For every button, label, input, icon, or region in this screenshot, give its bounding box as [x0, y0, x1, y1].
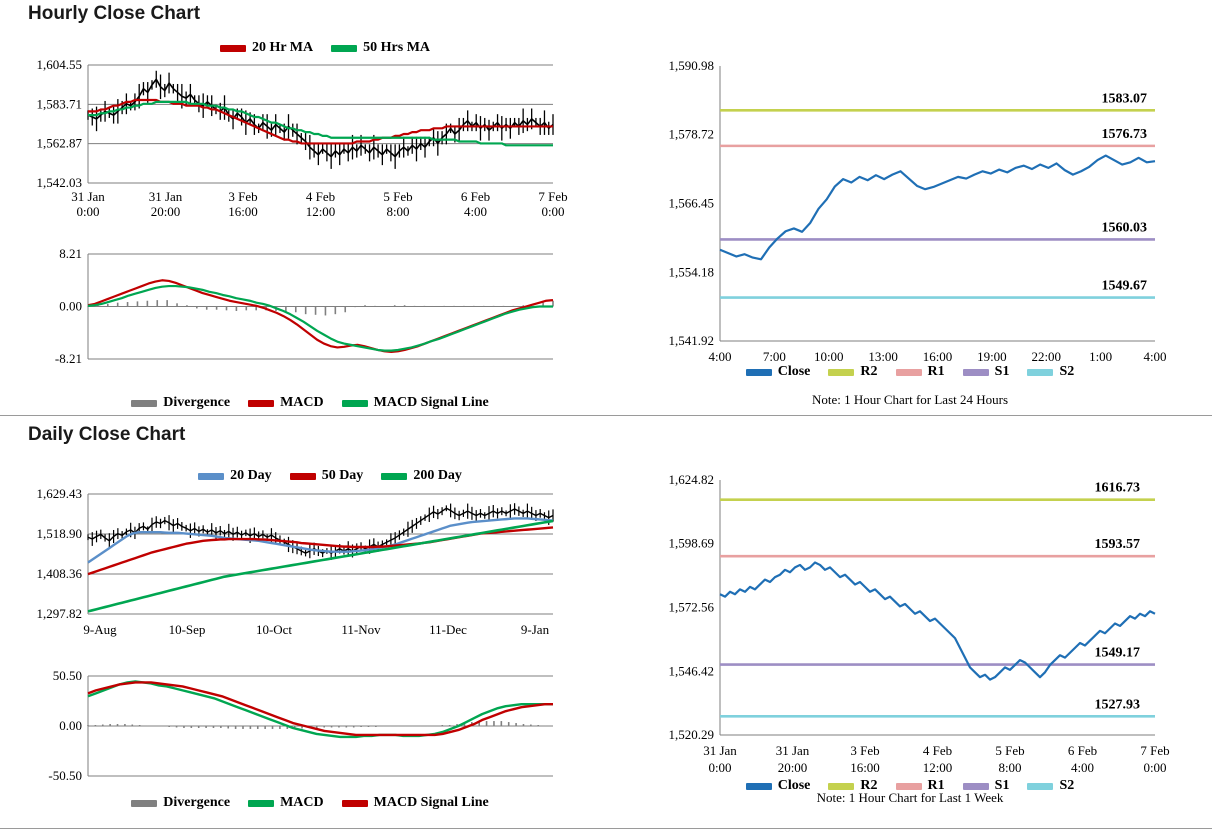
- svg-text:12:00: 12:00: [922, 760, 953, 772]
- legend-label-daily-macd: MACD: [280, 795, 324, 810]
- svg-text:11-Nov: 11-Nov: [341, 622, 381, 637]
- daily-price-chart: [0, 482, 600, 662]
- legend-label-daily-divergence: Divergence: [163, 795, 231, 810]
- legend-item-r1: [896, 364, 945, 380]
- svg-text:50.50: 50.50: [52, 668, 82, 683]
- svg-text:0:00: 0:00: [1143, 760, 1167, 772]
- legend-swatch-daily-r1: [896, 783, 922, 790]
- daily-macd-legend: [60, 795, 560, 811]
- legend-label-r1: R1: [927, 364, 945, 379]
- svg-text:7 Feb: 7 Feb: [538, 189, 568, 204]
- daily-macd-chart: [0, 662, 600, 802]
- svg-text:0:00: 0:00: [541, 204, 565, 219]
- section-divider-2: [0, 828, 1212, 829]
- legend-label-s1: S1: [994, 364, 1010, 379]
- svg-text:31 Jan: 31 Jan: [703, 743, 737, 758]
- svg-text:10:00: 10:00: [813, 349, 844, 364]
- svg-text:1,408.36: 1,408.36: [36, 565, 82, 581]
- svg-text:1,518.90: 1,518.90: [36, 525, 82, 541]
- svg-text:16:00: 16:00: [228, 204, 258, 219]
- svg-text:9-Jan: 9-Jan: [520, 622, 550, 637]
- hourly-macd-legend: [60, 395, 560, 411]
- svg-text:10-Oct: 10-Oct: [255, 622, 293, 637]
- svg-text:5 Feb: 5 Feb: [995, 743, 1025, 758]
- svg-text:4 Feb: 4 Feb: [922, 743, 953, 758]
- legend-item-divergence: [131, 395, 230, 411]
- legend-label-daily-close: Close: [777, 778, 811, 793]
- hourly-pivot-legend: [620, 364, 1200, 380]
- svg-text:31 Jan: 31 Jan: [775, 743, 810, 758]
- svg-text:4 Feb: 4 Feb: [305, 189, 336, 204]
- svg-text:1,297.82: 1,297.82: [36, 606, 82, 621]
- legend-swatch-macd-signal: [342, 400, 368, 407]
- legend-swatch-20hr-ma: [220, 45, 246, 52]
- svg-text:5 Feb: 5 Feb: [383, 189, 413, 204]
- svg-text:1616.73: 1616.73: [1094, 480, 1140, 496]
- hourly-section-title: Hourly Close Chart: [28, 3, 201, 24]
- svg-text:8.21: 8.21: [59, 246, 82, 261]
- svg-text:1,554.18: 1,554.18: [668, 264, 714, 280]
- svg-text:3 Feb: 3 Feb: [228, 189, 258, 204]
- svg-text:6 Feb: 6 Feb: [460, 189, 491, 204]
- legend-label-macd-signal: MACD Signal Line: [373, 395, 489, 410]
- legend-label-macd: MACD: [280, 395, 324, 410]
- legend-label-divergence: Divergence: [163, 395, 231, 410]
- legend-swatch-50hr-ma: [331, 45, 357, 52]
- legend-item-daily-macd-signal: [342, 795, 489, 811]
- legend-swatch-s2: [1027, 369, 1053, 376]
- svg-text:3 Feb: 3 Feb: [850, 743, 880, 758]
- svg-text:0:00: 0:00: [76, 204, 100, 219]
- legend-item-50hr-ma: [331, 40, 430, 56]
- svg-text:1549.17: 1549.17: [1094, 645, 1140, 661]
- svg-text:1,520.29: 1,520.29: [668, 727, 714, 742]
- svg-text:4:00: 4:00: [708, 349, 732, 364]
- hourly-price-chart: [0, 55, 600, 235]
- legend-label-daily-r2: R2: [860, 778, 878, 793]
- daily-pivot-chart: [608, 462, 1208, 772]
- legend-swatch-50day: [290, 473, 316, 480]
- svg-text:20:00: 20:00: [150, 204, 181, 219]
- svg-text:6 Feb: 6 Feb: [1067, 743, 1098, 758]
- svg-text:11-Dec: 11-Dec: [429, 622, 467, 637]
- svg-text:1,624.82: 1,624.82: [668, 472, 714, 487]
- svg-text:13:00: 13:00: [868, 349, 898, 364]
- svg-text:1,583.71: 1,583.71: [36, 96, 82, 112]
- legend-swatch-r1: [896, 369, 922, 376]
- svg-text:1,604.55: 1,604.55: [36, 57, 82, 72]
- legend-label-daily-s1: S1: [994, 778, 1010, 793]
- svg-text:22:00: 22:00: [1031, 349, 1062, 364]
- svg-text:1,598.69: 1,598.69: [668, 535, 714, 551]
- svg-text:1549.67: 1549.67: [1101, 278, 1147, 294]
- legend-item-s2: [1027, 364, 1074, 380]
- svg-text:1576.73: 1576.73: [1101, 126, 1147, 142]
- svg-text:20:00: 20:00: [777, 760, 808, 772]
- svg-text:1560.03: 1560.03: [1101, 220, 1147, 236]
- legend-label-50hr-ma: 50 Hrs MA: [363, 40, 431, 55]
- legend-swatch-divergence: [131, 400, 157, 407]
- legend-label-daily-r1: R1: [927, 778, 945, 793]
- svg-text:1,590.98: 1,590.98: [668, 58, 714, 73]
- svg-text:10-Sep: 10-Sep: [168, 622, 206, 637]
- legend-item-daily-divergence: [131, 795, 230, 811]
- svg-text:8:00: 8:00: [386, 204, 410, 219]
- legend-swatch-macd: [248, 400, 274, 407]
- svg-text:1,546.42: 1,546.42: [668, 663, 714, 679]
- legend-swatch-daily-r2: [828, 783, 854, 790]
- svg-text:1,541.92: 1,541.92: [668, 333, 714, 348]
- legend-item-20hr-ma: [220, 40, 313, 56]
- legend-label-daily-s2: S2: [1059, 778, 1075, 793]
- legend-item-daily-macd: [248, 795, 324, 811]
- daily-note: Note: 1 Hour Chart for Last 1 Week: [816, 790, 1004, 805]
- hourly-note: Note: 1 Hour Chart for Last 24 Hours: [811, 392, 1009, 407]
- svg-text:1,562.87: 1,562.87: [36, 135, 82, 151]
- legend-label-close: Close: [777, 364, 811, 379]
- legend-label-r2: R2: [860, 364, 878, 379]
- svg-text:1,629.43: 1,629.43: [36, 486, 82, 501]
- svg-text:31 Jan: 31 Jan: [148, 189, 183, 204]
- svg-text:0.00: 0.00: [59, 298, 82, 314]
- svg-text:4:00: 4:00: [1070, 760, 1095, 772]
- legend-label-50day: 50 Day: [321, 468, 364, 483]
- svg-text:0.00: 0.00: [59, 718, 82, 733]
- svg-text:1527.93: 1527.93: [1094, 697, 1140, 713]
- legend-swatch-200day: [381, 473, 407, 480]
- svg-text:8:00: 8:00: [998, 760, 1022, 772]
- legend-item-r2: [828, 364, 877, 380]
- svg-text:1:00: 1:00: [1089, 349, 1113, 364]
- legend-label-200day: 200 Day: [413, 468, 462, 483]
- legend-label-20hr-ma: 20 Hr MA: [251, 40, 314, 55]
- svg-text:7:00: 7:00: [762, 349, 786, 364]
- hourly-price-legend: [90, 40, 560, 56]
- legend-swatch-daily-macd: [248, 800, 274, 807]
- legend-swatch-s1: [963, 369, 989, 376]
- legend-swatch-r2: [828, 369, 854, 376]
- legend-swatch-close: [746, 369, 772, 376]
- svg-text:7 Feb: 7 Feb: [1140, 743, 1170, 758]
- legend-swatch-daily-s2: [1027, 783, 1053, 790]
- svg-text:1583.07: 1583.07: [1101, 91, 1147, 107]
- hourly-macd-chart: [0, 240, 600, 390]
- legend-label-s2: S2: [1059, 364, 1075, 379]
- svg-text:1,572.56: 1,572.56: [668, 599, 714, 615]
- svg-text:4:00: 4:00: [463, 204, 488, 219]
- section-divider-1: [0, 415, 1212, 416]
- svg-text:12:00: 12:00: [305, 204, 336, 219]
- legend-item-macd: [248, 395, 324, 411]
- svg-text:4:00: 4:00: [1143, 349, 1167, 364]
- svg-text:9-Aug: 9-Aug: [83, 622, 117, 637]
- svg-text:1,578.72: 1,578.72: [668, 126, 714, 142]
- svg-text:19:00: 19:00: [977, 349, 1007, 364]
- daily-section-title: Daily Close Chart: [28, 424, 186, 445]
- legend-swatch-20day: [198, 473, 224, 480]
- legend-swatch-daily-macd-signal: [342, 800, 368, 807]
- legend-item-s1: [963, 364, 1010, 380]
- legend-item-close: [746, 364, 811, 380]
- svg-text:1,566.45: 1,566.45: [668, 195, 714, 211]
- legend-swatch-daily-close: [746, 783, 772, 790]
- svg-text:-50.50: -50.50: [48, 768, 82, 783]
- svg-text:16:00: 16:00: [850, 760, 880, 772]
- svg-text:16:00: 16:00: [922, 349, 953, 364]
- svg-text:1593.57: 1593.57: [1094, 537, 1140, 553]
- legend-item-macd-signal: [342, 395, 489, 411]
- legend-swatch-daily-s1: [963, 783, 989, 790]
- svg-text:31 Jan: 31 Jan: [71, 189, 105, 204]
- svg-text:-8.21: -8.21: [54, 351, 82, 366]
- legend-label-20day: 20 Day: [230, 468, 272, 483]
- legend-swatch-daily-divergence: [131, 800, 157, 807]
- svg-text:0:00: 0:00: [708, 760, 732, 772]
- hourly-pivot-chart: [608, 48, 1208, 378]
- legend-label-daily-macd-signal: MACD Signal Line: [373, 795, 489, 810]
- svg-text:1,542.03: 1,542.03: [36, 175, 82, 190]
